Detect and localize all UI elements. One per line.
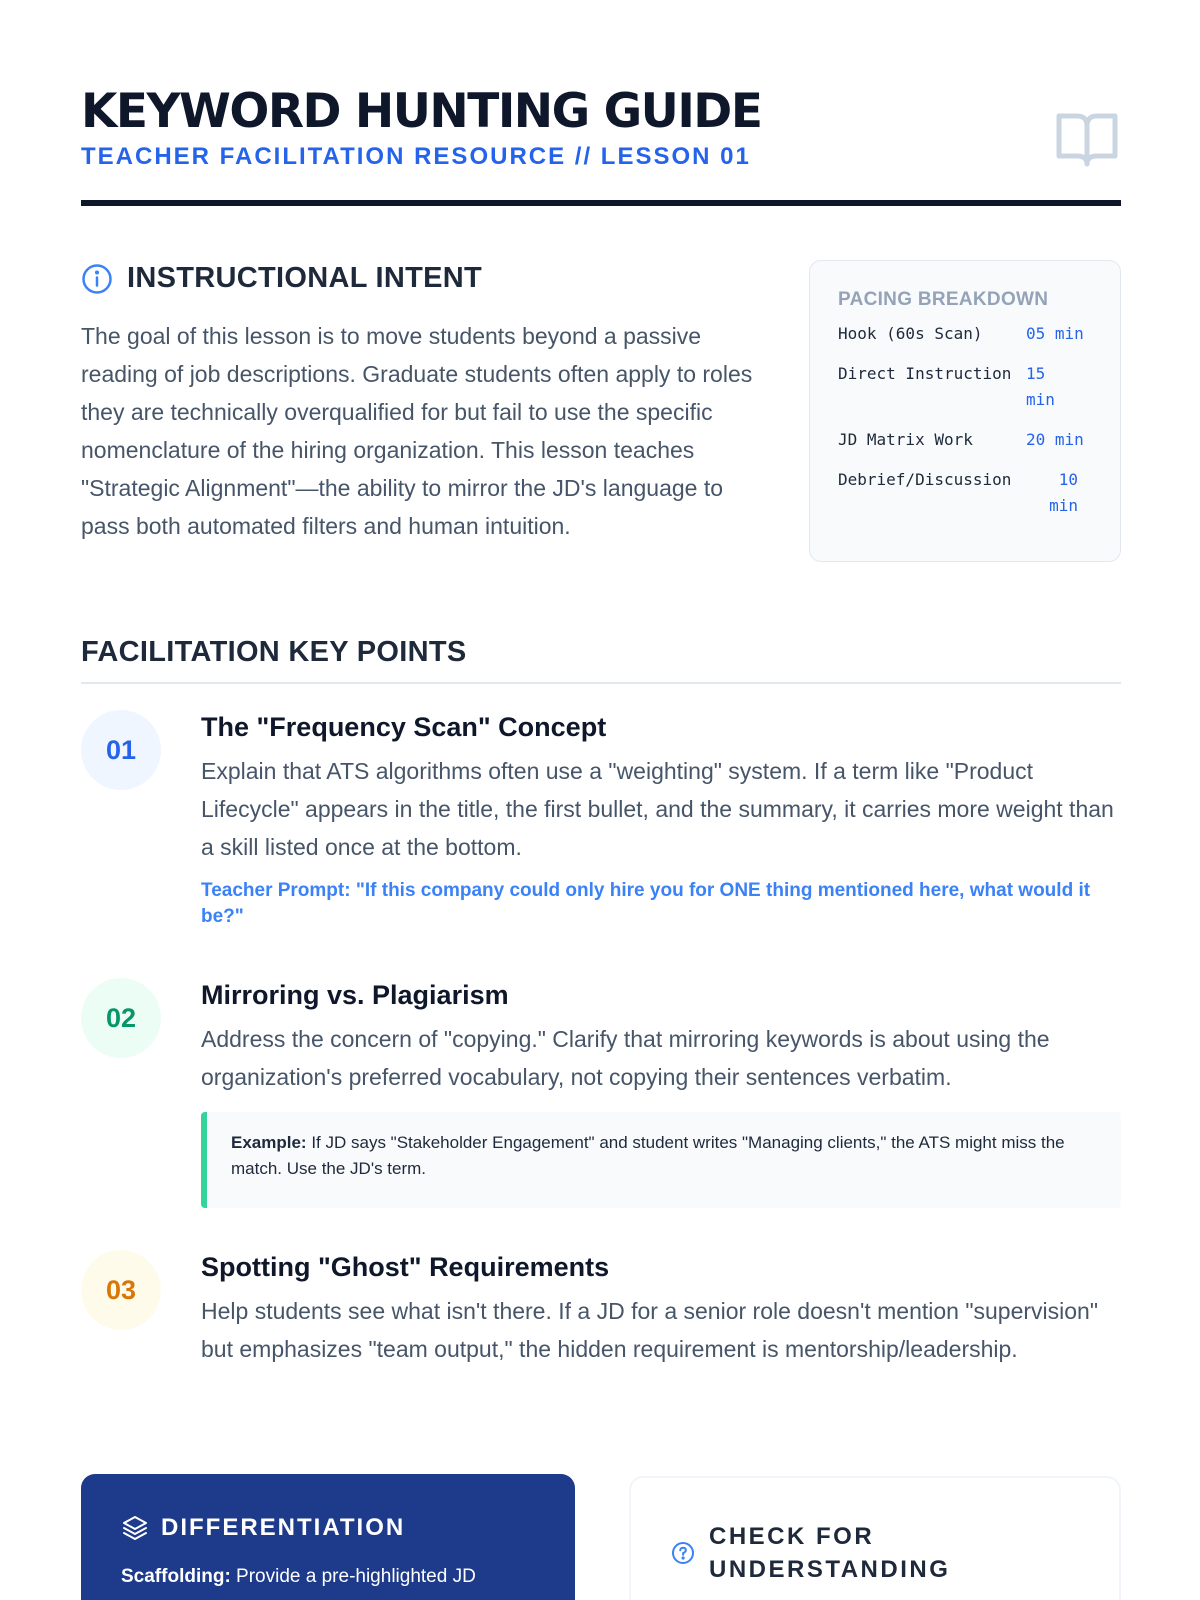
key-points-heading: FACILITATION KEY POINTS (81, 636, 467, 668)
pacing-time: 10 min (1049, 470, 1078, 515)
key-point-text: Explain that ATS algorithms often use a "weighting" system. If a term like "Product Lifecycle" appears in the title, the first bullet, and the summary, it carries more weight than a skill listed once at the bottom. (201, 758, 1114, 860)
differentiation-card (81, 1474, 575, 1600)
check-heading: CHECK FOR UNDERSTANDING (709, 1523, 951, 1583)
pacing-task: JD Matrix Work (838, 430, 973, 449)
scaffolding-text: Provide a pre-highlighted JD (230, 1566, 476, 1587)
key-point-number: 01 (81, 710, 161, 790)
example-text: If JD says "Stakeholder Engagement" and student writes "Managing clients," the ATS might miss the match. Use the JD's term. (231, 1133, 1065, 1178)
key-point-body (201, 978, 1121, 1208)
key-point-text: Address the concern of "copying." Clarify that mirroring keywords is about using the organization's preferred vocabulary, not copying their sentences verbatim. (201, 1026, 1050, 1090)
teacher-prompt: Teacher Prompt: "If this company could only hire you for ONE thing mentioned here, what would it be?" (201, 880, 1091, 927)
page-title: KEYWORD HUNTING GUIDE (81, 84, 762, 139)
pacing-breakdown-card (809, 260, 1121, 562)
key-point-title: Mirroring vs. Plagiarism (201, 980, 509, 1010)
scaffolding-label: Scaffolding: (121, 1566, 231, 1587)
intent-heading: INSTRUCTIONAL INTENT (127, 262, 483, 294)
pacing-row (838, 321, 1120, 347)
pacing-task: Hook (60s Scan) (838, 324, 983, 343)
pacing-time: 15 min (1026, 364, 1055, 409)
check-heading-row (671, 1520, 1119, 1586)
page-header (81, 84, 1121, 208)
example-label: Example: (231, 1133, 307, 1152)
page-subtitle: TEACHER FACILITATION RESOURCE // LESSON 01 (81, 143, 751, 170)
pacing-title: PACING BREAKDOWN (838, 289, 1049, 310)
key-point-number: 03 (81, 1250, 161, 1330)
key-point-title: The "Frequency Scan" Concept (201, 712, 607, 742)
help-circle-icon (671, 1541, 695, 1565)
pacing-task: Debrief/Discussion (838, 470, 1012, 489)
pacing-time: 05 min (1026, 324, 1084, 343)
pacing-time: 20 min (1026, 430, 1084, 449)
key-point-title: Spotting "Ghost" Requirements (201, 1252, 610, 1282)
key-point-body (201, 710, 1121, 930)
differentiation-text (121, 1564, 575, 1590)
key-point-body (201, 1250, 1121, 1368)
layers-icon (121, 1514, 149, 1542)
pacing-row (838, 361, 1120, 413)
lesson-page (81, 0, 1121, 1600)
key-points-divider (81, 682, 1121, 684)
pacing-row (838, 427, 1120, 453)
intent-heading-row (81, 262, 761, 295)
key-point-text: Help students see what isn't there. If a JD for a senior role doesn't mention "supervision" but emphasizes "team output," the hidden requirement is mentorship/leadership. (201, 1298, 1099, 1362)
check-for-understanding-card (629, 1476, 1121, 1600)
instructional-intent-section (81, 262, 761, 545)
info-circle-icon (81, 263, 113, 295)
differentiation-heading: DIFFERENTIATION (161, 1514, 406, 1541)
pacing-row (838, 467, 1120, 519)
key-point-number: 02 (81, 978, 161, 1058)
differentiation-heading-row (121, 1514, 575, 1542)
open-book-icon (1055, 110, 1119, 168)
example-callout (201, 1112, 1121, 1208)
intent-body-text: The goal of this lesson is to move students beyond a passive reading of job descriptions. Graduate students often apply to roles they are technically overqualified for but fail to use the specific nomenclature of the hiring organization. This lesson teaches "Strategic Alignment"—the ability to mirror the JD's language to pass both automated filters and human intuition. (81, 323, 753, 539)
pacing-task: Direct Instruction (838, 364, 1012, 383)
header-divider (81, 200, 1121, 206)
